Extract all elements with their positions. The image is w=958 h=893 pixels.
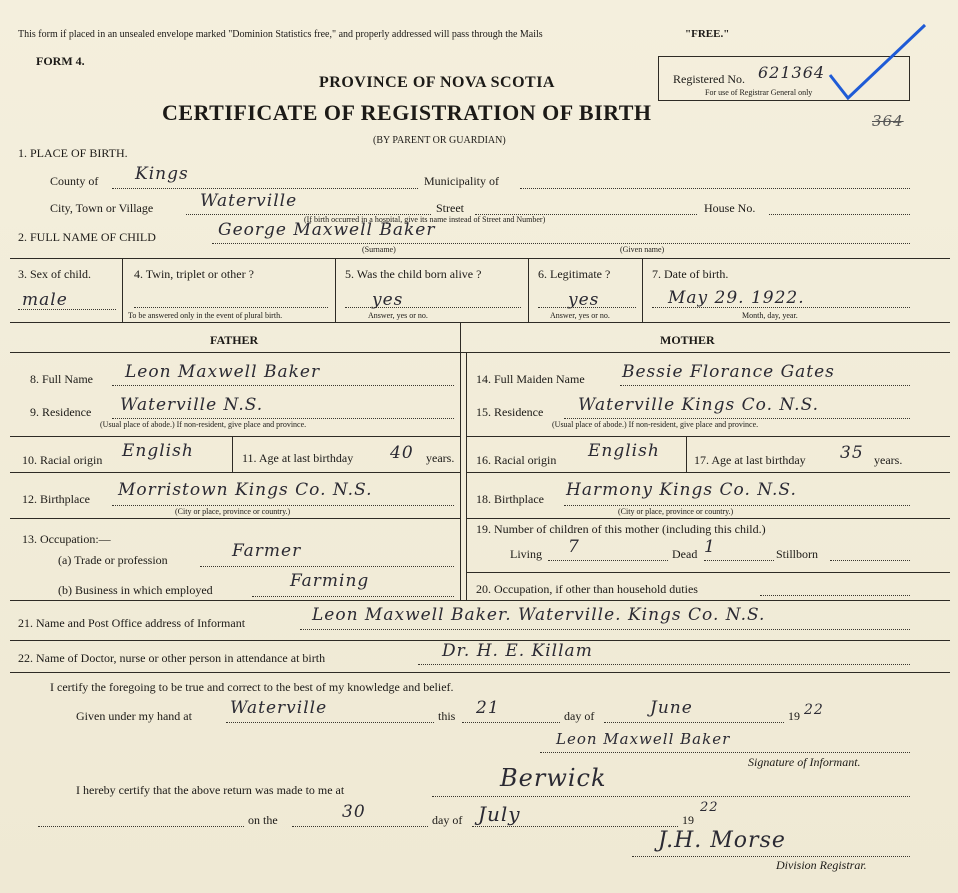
mother-residence-value: Waterville Kings Co. N.S. (578, 395, 820, 415)
division-registrar-label: Division Registrar. (776, 858, 867, 872)
father-birthplace-note: (City or place, province or country.) (175, 507, 291, 516)
day-of-label-2: day of (432, 813, 463, 827)
legitimate-value: yes (568, 290, 600, 310)
mother-birthplace-label: 18. Birthplace (476, 492, 544, 506)
doctor-label: 22. Name of Doctor, nurse or other person in attendance at birth (18, 651, 326, 665)
sex-label: 3. Sex of child. (18, 267, 91, 281)
this-day-value: 21 (476, 698, 500, 718)
father-occupation-label: 13. Occupation:— (22, 532, 111, 546)
county-label: County of (50, 174, 99, 188)
dead-value: 1 (704, 537, 716, 557)
twin-note: To be answered only in the event of plural birth. (128, 311, 283, 320)
mother-heading: MOTHER (660, 333, 715, 347)
given-under-label: Given under my hand at (76, 709, 192, 723)
corner-number: 364 (872, 112, 904, 130)
date-of-birth-note: Month, day, year. (742, 311, 798, 320)
date-of-birth-label: 7. Date of birth. (652, 267, 729, 281)
registrar-signature: J.H. Morse (658, 828, 786, 853)
county-value: Kings (135, 164, 189, 184)
mother-birthplace-note: (City or place, province or country.) (618, 507, 734, 516)
father-birthplace-label: 12. Birthplace (22, 492, 90, 506)
living-value: 7 (568, 537, 580, 557)
twin-label: 4. Twin, triplet or other ? (134, 267, 254, 281)
father-trade-value: Farmer (232, 541, 302, 561)
year-prefix-2: 19 (682, 813, 694, 827)
father-racial-value: English (122, 441, 194, 461)
mother-birthplace-value: Harmony Kings Co. N.S. (566, 480, 797, 500)
informant-value: Leon Maxwell Baker. Waterville. Kings Co. N.S. (312, 605, 766, 625)
father-birthplace-value: Morristown Kings Co. N.S. (118, 480, 373, 500)
page-title: CERTIFICATE OF REGISTRATION OF BIRTH (162, 100, 652, 125)
mother-residence-label: 15. Residence (476, 405, 544, 419)
sex-value: male (22, 290, 68, 310)
hospital-note: (If birth occurred in a hospital, give its name instead of Street and Number) (304, 215, 546, 224)
province-heading: PROVINCE OF NOVA SCOTIA (319, 74, 555, 91)
mother-age-label: 17. Age at last birthday (694, 453, 806, 467)
informant-signature: Leon Maxwell Baker (556, 730, 731, 748)
mother-occupation-label: 20. Occupation, if other than household duties (476, 582, 698, 596)
father-business-label: (b) Business in which employed (58, 583, 213, 597)
date-of-birth-value: May 29. 1922. (668, 288, 805, 308)
mother-residence-note: (Usual place of abode.) If non-resident, give place and province. (552, 420, 759, 429)
father-age-years: years. (426, 451, 455, 465)
postal-note: This form if placed in an unsealed envelope marked "Dominion Statistics free," and properly addressed will pass through the Mails (18, 29, 543, 40)
return-place-value: Berwick (500, 764, 607, 792)
born-alive-note: Answer, yes or no. (368, 311, 428, 320)
mother-racial-label: 16. Racial origin (476, 453, 557, 467)
father-racial-label: 10. Racial origin (22, 453, 103, 467)
child-name-value: George Maxwell Baker (218, 220, 436, 240)
on-the-label: on the (248, 813, 278, 827)
living-label: Living (510, 547, 542, 561)
father-residence-label: 9. Residence (30, 405, 92, 419)
legitimate-note: Answer, yes or no. (550, 311, 610, 320)
on-day-value: 30 (342, 802, 366, 822)
doctor-value: Dr. H. E. Killam (442, 641, 593, 661)
father-heading: FATHER (210, 333, 259, 347)
certify-statement: I certify the foregoing to be true and correct to the best of my knowledge and belief. (50, 680, 454, 694)
registered-label: Registered No. (673, 72, 745, 86)
father-name-label: 8. Full Name (30, 372, 93, 386)
father-residence-note: (Usual place of abode.) If non-resident, give place and province. (100, 420, 307, 429)
given-name-note: (Given name) (620, 245, 665, 254)
this-label: this (438, 709, 456, 723)
father-name-value: Leon Maxwell Baker (125, 362, 321, 382)
form-number: FORM 4. (36, 54, 85, 68)
year-value-2: 22 (700, 800, 719, 815)
mother-children-label: 19. Number of children of this mother (including this child.) (476, 522, 766, 536)
return-label: I hereby certify that the above return was made to me at (76, 783, 345, 797)
signature-informant-label: Signature of Informant. (748, 755, 861, 769)
house-number-label: House No. (704, 201, 756, 215)
street-label: Street (436, 201, 464, 215)
postal-free: "FREE." (685, 28, 730, 40)
child-name-label: 2. FULL NAME OF CHILD (18, 230, 156, 244)
dead-label: Dead (672, 547, 698, 561)
legitimate-label: 6. Legitimate ? (538, 267, 611, 281)
surname-note: (Surname) (362, 245, 396, 254)
father-age-label: 11. Age at last birthday (242, 451, 354, 465)
mother-name-value: Bessie Florance Gates (622, 362, 835, 382)
mother-age-value: 35 (840, 443, 864, 463)
father-residence-value: Waterville N.S. (120, 395, 264, 415)
registrar-only-note: For use of Registrar General only (705, 88, 813, 97)
year-prefix: 19 (788, 709, 800, 723)
father-trade-label: (a) Trade or profession (58, 553, 168, 567)
mother-age-years: years. (874, 453, 903, 467)
page-subtitle: (BY PARENT OR GUARDIAN) (373, 135, 506, 146)
father-business-value: Farming (290, 571, 370, 591)
municipality-label: Municipality of (424, 174, 499, 188)
check-mark-icon (820, 20, 930, 105)
year-value: 22 (804, 702, 824, 718)
mother-racial-value: English (588, 441, 660, 461)
stillborn-label: Stillborn (776, 547, 819, 561)
place-of-birth-heading: 1. PLACE OF BIRTH. (18, 146, 128, 160)
father-age-value: 40 (390, 443, 414, 463)
registered-number: 621364 (758, 63, 826, 82)
city-value: Waterville (200, 191, 298, 211)
born-alive-label: 5. Was the child born alive ? (345, 267, 482, 281)
day-of-label: day of (564, 709, 595, 723)
city-label: City, Town or Village (50, 201, 154, 215)
born-alive-value: yes (372, 290, 404, 310)
informant-label: 21. Name and Post Office address of Informant (18, 616, 246, 630)
mother-name-label: 14. Full Maiden Name (476, 372, 585, 386)
on-month-value: July (478, 802, 521, 826)
month-value: June (650, 698, 693, 718)
given-place-value: Waterville (230, 698, 328, 718)
